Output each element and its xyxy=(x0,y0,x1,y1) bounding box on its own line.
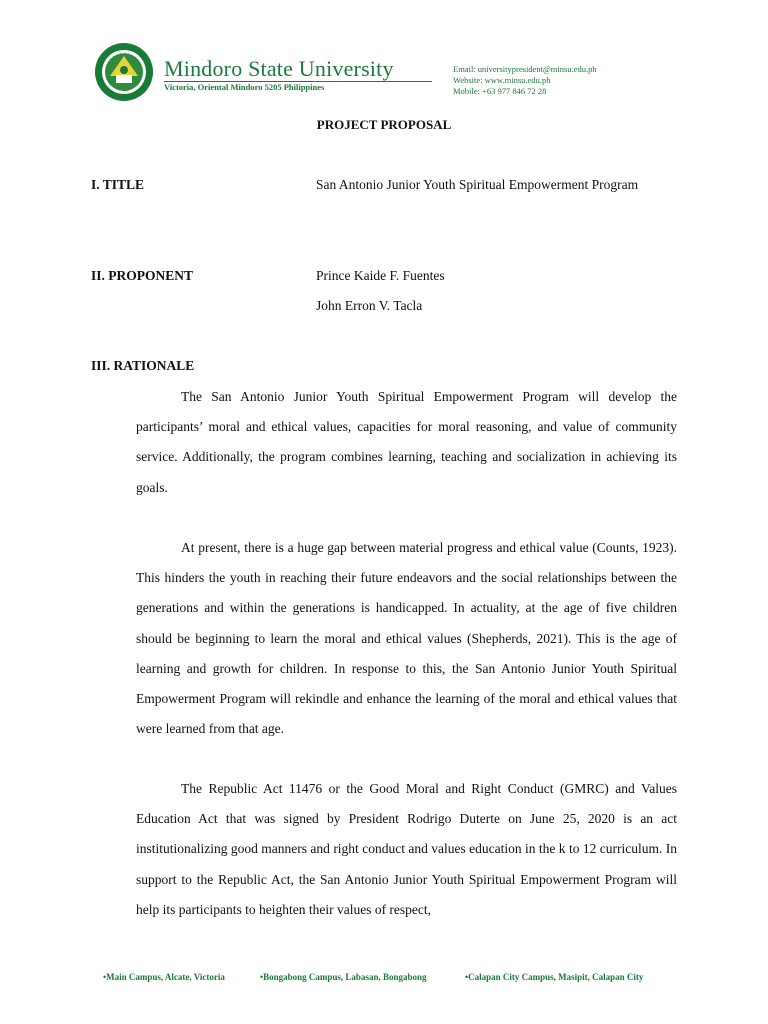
university-seal-logo xyxy=(92,42,156,102)
contact-website: Website: www.minsu.edu.ph xyxy=(453,75,551,85)
section-title-value: San Antonio Junior Youth Spiritual Empowerment Program xyxy=(316,177,639,192)
footer-campus: •Main Campus, Alcate, Victoria xyxy=(103,972,225,982)
section-rationale-label: III. RATIONALE xyxy=(91,358,195,373)
rationale-paragraph: The San Antonio Junior Youth Spiritual Empowerment Program will develop the participants’ moral and ethical values, capacities for moral reasoning, and value of community service. Additionally, the program combines learning, teaching and socialization in achieving its goals. xyxy=(136,389,677,495)
proponent-name: Prince Kaide F. Fuentes xyxy=(316,268,445,283)
footer-campus: •Bongabong Campus, Labasan, Bongabong xyxy=(260,972,427,982)
letterhead xyxy=(92,42,652,104)
document-title: PROJECT PROPOSAL xyxy=(316,117,452,132)
rationale-paragraph: At present, there is a huge gap between material progress and ethical value (Counts, 1923). This hinders the youth in reaching their future endeavors and the social relationships between the generations and within the generations is handicapped. In actuality, at the age of five children should be beginning to learn the moral and ethical values (Shepherds, 2021). This is the age of learning and growth for children. In response to this, the San Antonio Junior Youth Spiritual Empowerment Program will rekindle and enhance the learning of the moral and ethical values that were learned from that age. xyxy=(136,540,677,737)
contact-email: Email: universitypresident@minsu.edu.ph xyxy=(453,64,597,74)
proponent-list xyxy=(316,261,646,321)
university-address: Victoria, Oriental Mindoro 5205 Philippines xyxy=(164,82,325,92)
contact-info xyxy=(453,64,597,97)
university-name: Mindoro State University xyxy=(164,56,394,81)
proponent-name: John Erron V. Tacla xyxy=(316,298,423,313)
rationale-paragraph: The Republic Act 11476 or the Good Moral and Right Conduct (GMRC) and Values Education Act that was signed by President Rodrigo Duterte on June 25, 2020 is an act institutionalizing good manners and right conduct and values education in the k to 12 curriculum. In support to the Republic Act, the San Antonio Junior Youth Spiritual Empowerment Program will help its participants to heighten their values of respect, xyxy=(136,781,677,917)
contact-mobile: Mobile: +63 977 846 72 28 xyxy=(453,86,547,96)
section-title-label: I. TITLE xyxy=(91,177,145,192)
footer-campus: •Calapan City Campus, Masipit, Calapan City xyxy=(465,972,644,982)
section-proponent-label: II. PROPONENT xyxy=(91,268,194,283)
